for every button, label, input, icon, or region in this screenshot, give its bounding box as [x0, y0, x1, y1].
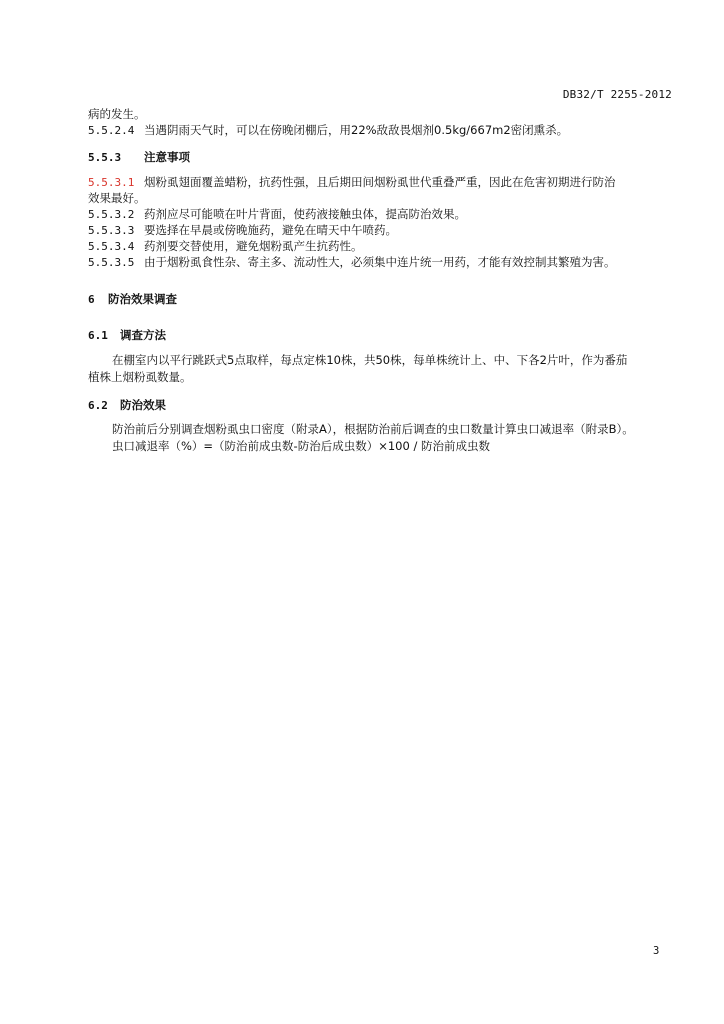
clause-5-5-3-1-continuation: 效果最好。 [88, 191, 146, 205]
paragraph-6-2-line-1: 防治前后分别调查烟粉虱虫口密度（附录A），根据防治前后调查的虫口数量计算虫口减退率（附录B）。 [112, 422, 634, 436]
clause-number: 5.5.2.4 [88, 124, 135, 137]
clause-text: 烟粉虱翅面覆盖蜡粉，抗药性强，且后期田间烟粉虱世代重叠严重，因此在危害初期进行防治 [144, 175, 616, 189]
section-6 [88, 291, 177, 308]
clause-text: 药剂要交替使用，避免烟粉虱产生抗药性。 [144, 239, 363, 253]
clause-number: 5.5.3.2 [88, 208, 135, 221]
document-code: DB32/T 2255-2012 [562, 88, 672, 101]
paragraph-6-1-line-1: 在棚室内以平行跳跃式5点取样，每点定株10株，共50株，每单株统计上、中、下各2片叶，作为番茄 [112, 353, 628, 367]
clause-text: 药剂应尽可能喷在叶片背面，使药液接触虫体，提高防治效果。 [144, 207, 466, 221]
section-heading: 防治效果调查 [108, 292, 177, 306]
clause-number: 5.5.3.5 [88, 256, 135, 269]
section-heading: 注意事项 [144, 150, 190, 164]
section-number: 6 [88, 293, 95, 306]
section-6-2 [88, 397, 166, 414]
section-number: 6.1 [88, 329, 108, 342]
clause-text: 要选择在早晨或傍晚施药，避免在晴天中午喷药。 [144, 223, 397, 237]
clause-5-5-2-4 [88, 122, 568, 139]
clause-5-5-3-3 [88, 222, 397, 239]
section-number: 6.2 [88, 399, 108, 412]
clause-number-highlighted: 5.5.3.1 [88, 176, 135, 189]
section-6-1 [88, 327, 166, 344]
section-heading: 调查方法 [120, 328, 166, 342]
clause-number: 5.5.3.4 [88, 240, 135, 253]
page-number: 3 [653, 945, 660, 957]
clause-5-5-3-5 [88, 254, 616, 271]
clause-5-5-3 [88, 149, 190, 166]
section-heading: 防治效果 [120, 398, 166, 412]
continuation-line: 病的发生。 [88, 107, 146, 121]
clause-5-5-3-2 [88, 206, 466, 223]
clause-text: 由于烟粉虱食性杂、寄主多、流动性大，必须集中连片统一用药，才能有效控制其繁殖为害。 [144, 255, 616, 269]
clause-text: 当遇阴雨天气时，可以在傍晚闭棚后，用22%敌敌畏烟剂0.5kg/667m2密闭熏杀。 [144, 123, 569, 137]
clause-number: 5.5.3.3 [88, 224, 135, 237]
clause-5-5-3-1 [88, 174, 616, 191]
formula-line: 虫口减退率（%）=（防治前成虫数-防治后成虫数）×100 / 防治前成虫数 [112, 439, 490, 453]
paragraph-6-1-line-2: 植株上烟粉虱数量。 [88, 370, 192, 384]
clause-number: 5.5.3 [88, 151, 122, 164]
clause-5-5-3-4 [88, 238, 363, 255]
